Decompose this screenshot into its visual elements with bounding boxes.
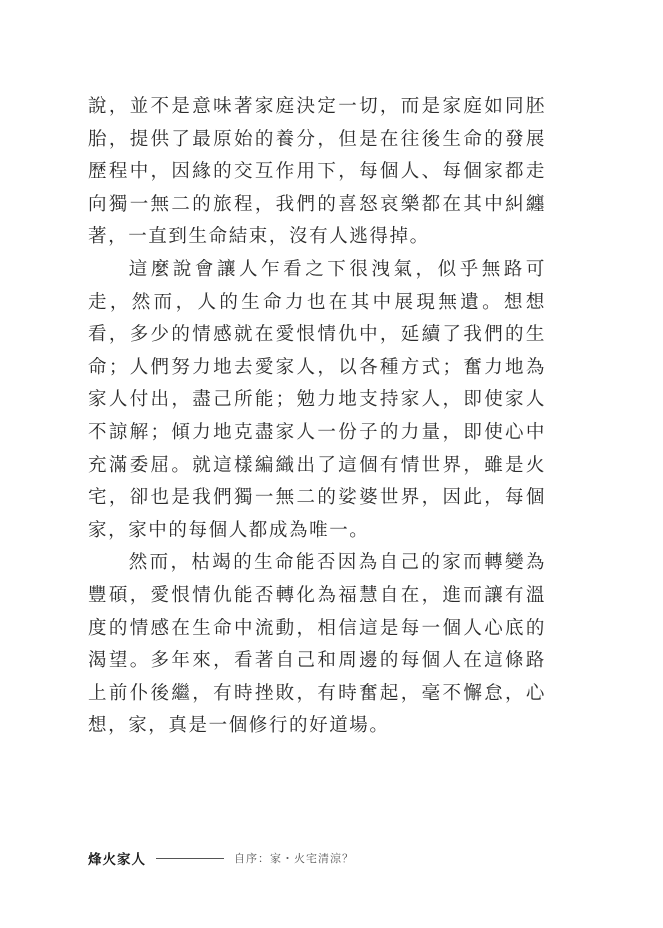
body-text: [88, 91, 546, 743]
page-footer: [88, 847, 568, 869]
paragraph-1: 說，並不是意味著家庭決定一切，而是家庭如同胚胎，提供了最原始的養分，但是在往後生命的發展歷程中，因緣的交互作用下，每個人、每個家都走向獨一無二的旅程，我們的喜怒哀樂都在其中糾纏著，一直到生命結束，沒有人逃得掉。: [88, 96, 546, 248]
footer-chapter-title: 自序：家・火宅清涼？: [234, 852, 354, 865]
footer-book-title: 烽火家人: [88, 852, 146, 868]
footer-divider: [156, 858, 224, 859]
paragraph-2: 這麼說會讓人乍看之下很洩氣，似乎無路可走，然而，人的生命力也在其中展現無遺。想想看，多少的情感就在愛恨情仇中，延續了我們的生命；人們努力地去愛家人，以各種方式；奮力地為家人付出，盡己所能；勉力地支持家人，即使家人不諒解；傾力地克盡家人一份子的力量，即使心中充滿委屈。就這樣編織出了這個有情世界，雖是火宅，卻也是我們獨一無二的娑婆世界，因此，每個家，家中的每個人都成為唯一。: [88, 258, 546, 541]
paragraph-3: 然而，枯竭的生命能否因為自己的家而轉變為豐碩，愛恨情仇能否轉化為福慧自在，進而讓有溫度的情感在生命中流動，相信這是每一個人心底的渴望。多年來，看著自己和周邊的每個人在這條路上前仆後繼，有時挫敗，有時奮起，毫不懈怠，心想，家，真是一個修行的好道場。: [88, 552, 546, 737]
